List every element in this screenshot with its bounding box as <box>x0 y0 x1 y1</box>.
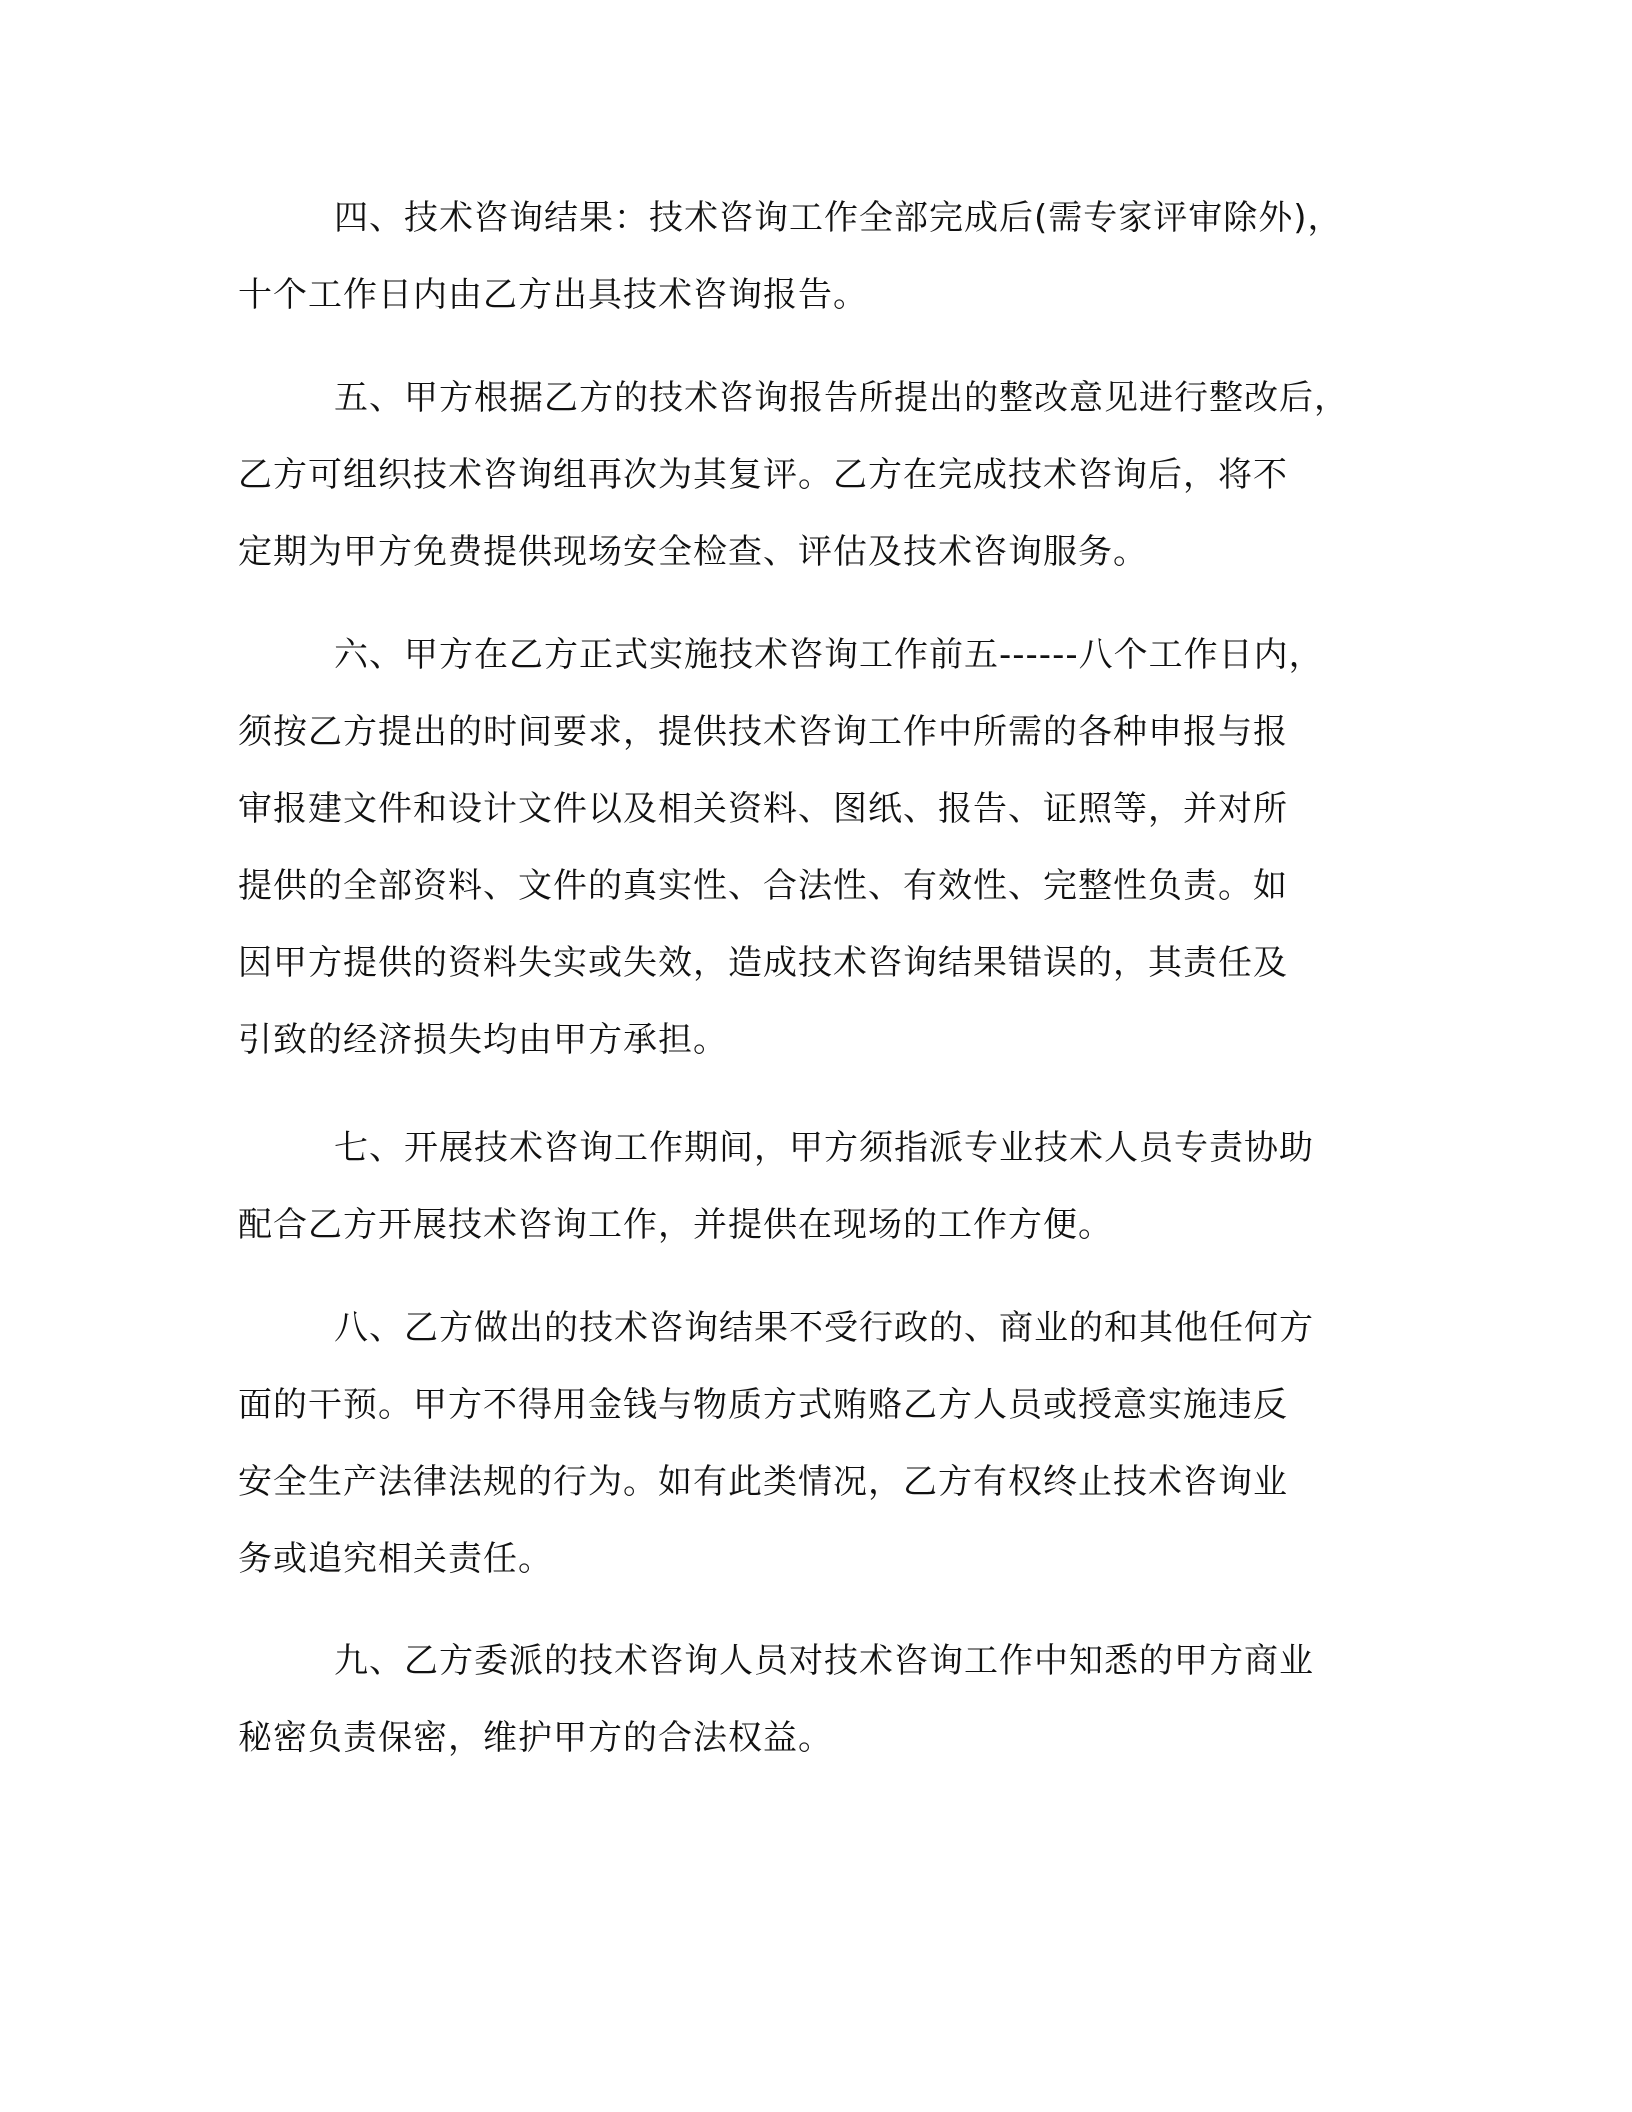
clause-7-paragraph <box>238 1110 1398 1264</box>
clause-5-paragraph <box>238 360 1398 591</box>
paragraph-line: 六、甲方在乙方正式实施技术咨询工作前五------八个工作日内， <box>334 635 1324 675</box>
paragraph-line: 提供的全部资料、文件的真实性、合法性、有效性、完整性负责。如 <box>238 866 1288 906</box>
paragraph-line: 配合乙方开展技术咨询工作，并提供在现场的工作方便。 <box>238 1205 1113 1245</box>
paragraph-line: 因甲方提供的资料失实或失效，造成技术咨询结果错误的，其责任及 <box>238 943 1288 983</box>
clause-6-paragraph <box>238 617 1398 1079</box>
paragraph-line: 秘密负责保密，维护甲方的合法权益。 <box>238 1718 833 1758</box>
paragraph-line: 引致的经济损失均由甲方承担。 <box>238 1020 728 1060</box>
paragraph-line: 十个工作日内由乙方出具技术咨询报告。 <box>238 275 868 315</box>
clause-4-paragraph <box>238 180 1398 334</box>
paragraph-line: 七、开展技术咨询工作期间，甲方须指派专业技术人员专责协助 <box>334 1128 1314 1168</box>
paragraph-line: 五、甲方根据乙方的技术咨询报告所提出的整改意见进行整改后， <box>334 378 1349 418</box>
paragraph-line: 定期为甲方免费提供现场安全检查、评估及技术咨询服务。 <box>238 532 1148 572</box>
paragraph-line: 务或追究相关责任。 <box>238 1539 553 1579</box>
paragraph-line: 审报建文件和设计文件以及相关资料、图纸、报告、证照等，并对所 <box>238 789 1288 829</box>
paragraph-line: 安全生产法律法规的行为。如有此类情况，乙方有权终止技术咨询业 <box>238 1462 1288 1502</box>
paragraph-line: 乙方可组织技术咨询组再次为其复评。乙方在完成技术咨询后，将不 <box>238 455 1288 495</box>
paragraph-line: 面的干预。甲方不得用金钱与物质方式贿赂乙方人员或授意实施违反 <box>238 1385 1288 1425</box>
clause-8-paragraph <box>238 1290 1398 1598</box>
clause-9-paragraph <box>238 1623 1398 1777</box>
paragraph-line: 九、乙方委派的技术咨询人员对技术咨询工作中知悉的甲方商业 <box>334 1641 1314 1681</box>
paragraph-line: 须按乙方提出的时间要求，提供技术咨询工作中所需的各种申报与报 <box>238 712 1288 752</box>
paragraph-line: 四、技术咨询结果：技术咨询工作全部完成后(需专家评审除外)， <box>334 198 1343 238</box>
paragraph-line: 八、乙方做出的技术咨询结果不受行政的、商业的和其他任何方 <box>334 1308 1314 1348</box>
